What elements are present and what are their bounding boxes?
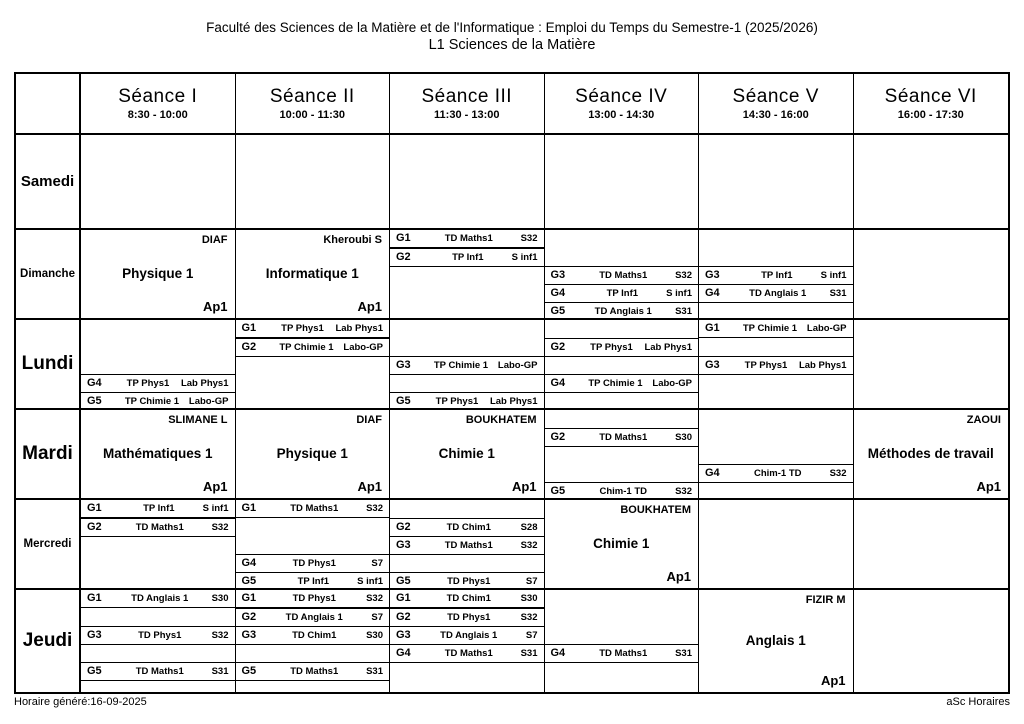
lecture-entry [854, 410, 1009, 498]
lecture-subject: Anglais 1 [745, 632, 806, 648]
lecture-subject: Physique 1 [276, 445, 348, 461]
group-room: Lab Phys1 [335, 322, 383, 334]
seance-name: Séance II [269, 86, 355, 107]
cell-mercredi-seance-2 [236, 500, 391, 590]
group-label: G4 [241, 557, 257, 569]
cell-mardi-seance-6 [854, 410, 1009, 500]
group-label: G2 [241, 611, 257, 623]
group-label: G3 [87, 629, 102, 641]
group-entry-g1 [81, 500, 235, 518]
group-subject: TD Chim1 [446, 521, 491, 533]
seance-time: 14:30 - 16:00 [742, 109, 809, 121]
group-subject: TP Phys1 [281, 322, 324, 334]
group-subject: TD Maths1 [135, 665, 184, 677]
lecture-teacher: DIAF [201, 234, 228, 246]
group-room: S30 [211, 592, 229, 604]
page-subtitle: L1 Sciences de la Matière [428, 37, 596, 53]
group-room: Lab Phys1 [180, 377, 229, 389]
group-room: S inf1 [357, 575, 383, 587]
group-entry-g5 [545, 302, 699, 320]
group-room: Labo-GP [652, 377, 692, 389]
group-room: S inf1 [511, 251, 538, 263]
group-entry-g5 [236, 662, 390, 681]
group-subject: TD Maths1 [599, 647, 648, 659]
cell-lundi-seance-3 [390, 320, 545, 410]
group-label: G1 [241, 592, 257, 604]
cell-dimanche-seance-6 [854, 230, 1009, 320]
group-entry-g2 [81, 518, 235, 537]
group-subject: TP Chimie 1 [279, 341, 334, 353]
group-entry-g3 [699, 266, 853, 285]
group-subject: TD Phys1 [292, 557, 336, 569]
group-entry-g1 [236, 590, 390, 608]
lecture-entry [390, 410, 544, 498]
group-subject: TD Maths1 [135, 521, 184, 533]
group-room: S31 [675, 305, 692, 317]
group-entry-g1 [81, 590, 235, 608]
seance-time: 11:30 - 13:00 [434, 109, 500, 121]
cell-samedi-seance-6 [854, 135, 1009, 230]
group-entry-g3 [390, 536, 544, 555]
cell-dimanche-seance-1 [81, 230, 236, 320]
group-entry-g3 [699, 356, 853, 375]
group-entry-g3 [390, 626, 544, 645]
group-room: Labo-GP [806, 322, 847, 334]
group-subject: TD Maths1 [290, 502, 339, 514]
group-label: G2 [396, 521, 411, 533]
lecture-room: Ap1 [202, 299, 228, 315]
group-room: S inf1 [666, 287, 692, 299]
group-label: G3 [705, 269, 720, 281]
group-subject: TP Chimie 1 [124, 395, 180, 407]
seance-header-seance-iii [390, 74, 545, 135]
group-label: G4 [550, 287, 566, 299]
group-room: S7 [525, 629, 538, 641]
group-label: G1 [705, 322, 720, 334]
group-subject: TD Anglais 1 [285, 611, 343, 623]
group-entry-g5 [81, 662, 235, 681]
cell-lundi-seance-5 [699, 320, 854, 410]
group-room: S inf1 [202, 502, 229, 514]
group-entry-g4 [390, 644, 544, 663]
group-subject: TP Inf1 [452, 251, 484, 263]
cell-jeudi-seance-3 [390, 590, 545, 692]
group-entry-g4 [699, 464, 853, 483]
cell-mardi-seance-2 [236, 410, 391, 500]
group-label: G5 [241, 665, 257, 677]
group-subject: TD Anglais 1 [131, 592, 189, 604]
cell-mardi-seance-1 [81, 410, 236, 500]
group-room: S7 [525, 575, 538, 587]
lecture-entry [545, 500, 699, 588]
group-label: G2 [396, 251, 411, 263]
lecture-subject: Informatique 1 [265, 265, 359, 281]
group-label: G3 [550, 269, 566, 281]
group-entry-g3 [236, 626, 390, 645]
group-subject: TP Inf1 [606, 287, 639, 299]
seance-name: Séance III [421, 86, 513, 107]
cell-jeudi-seance-2 [236, 590, 391, 692]
group-room: S32 [829, 467, 847, 479]
group-subject: TD Maths1 [444, 539, 493, 551]
lecture-room: Ap1 [820, 673, 846, 689]
group-room: S32 [520, 232, 538, 244]
group-room: S31 [366, 665, 383, 677]
group-entry-g4 [81, 374, 235, 393]
group-room: S31 [675, 647, 692, 659]
lecture-room: Ap1 [202, 479, 228, 495]
group-subject: TP Phys1 [126, 377, 170, 389]
group-room: S32 [520, 539, 538, 551]
seance-name: Séance V [732, 86, 819, 107]
footer-generated-date: Horaire généré:16-09-2025 [14, 696, 147, 708]
group-entry-g3 [390, 356, 544, 375]
seance-header-seance-vi [854, 74, 1009, 135]
group-label: G2 [241, 341, 257, 353]
group-room: S7 [371, 611, 383, 623]
lecture-entry [236, 410, 390, 498]
group-subject: TD Phys1 [447, 611, 491, 623]
group-entry-g1 [390, 230, 544, 248]
cell-samedi-seance-4 [545, 135, 700, 230]
group-entry-g2 [545, 428, 699, 447]
group-subject: TP Chimie 1 [742, 322, 798, 334]
group-entry-g5 [545, 482, 699, 500]
seance-header-seance-v [699, 74, 854, 135]
group-subject: TP Inf1 [143, 502, 175, 514]
group-room: S32 [675, 269, 692, 281]
cell-dimanche-seance-4 [545, 230, 700, 320]
cell-samedi-seance-2 [236, 135, 391, 230]
lecture-subject: Mathématiques 1 [102, 445, 213, 461]
group-room: S32 [366, 502, 383, 514]
group-subject: Chim-1 TD [754, 467, 802, 479]
group-subject: TP Inf1 [297, 575, 330, 587]
lecture-teacher: ZAOUI [966, 414, 1001, 426]
group-subject: TD Maths1 [599, 269, 648, 281]
group-label: G4 [396, 647, 411, 659]
cell-lundi-seance-6 [854, 320, 1009, 410]
page-title: Faculté des Sciences de la Matière et de l'Informatique : Emploi du Temps du Semestre-1 (2025/2026) [206, 20, 818, 35]
cell-mercredi-seance-1 [81, 500, 236, 590]
cell-jeudi-seance-6 [854, 590, 1009, 692]
cell-jeudi-seance-5 [699, 590, 854, 692]
seance-time: 8:30 - 10:00 [127, 109, 188, 121]
group-subject: TP Chimie 1 [588, 377, 643, 389]
group-label: G5 [87, 395, 102, 407]
group-room: S32 [366, 592, 383, 604]
group-label: G3 [705, 359, 720, 371]
group-label: G4 [705, 467, 720, 479]
day-label-lundi: Lundi [16, 320, 81, 410]
group-room: S30 [366, 629, 383, 641]
cell-lundi-seance-1 [81, 320, 236, 410]
group-label: G1 [87, 592, 102, 604]
seance-name: Séance I [118, 86, 198, 107]
lecture-entry [236, 230, 390, 318]
group-room: Labo-GP [343, 341, 383, 353]
group-subject: TD Phys1 [138, 629, 182, 641]
seance-name: Séance VI [884, 86, 977, 107]
lecture-teacher: SLIMANE L [168, 414, 228, 426]
seance-header-seance-ii [236, 74, 391, 135]
lecture-subject: Chimie 1 [438, 445, 495, 461]
lecture-entry [699, 590, 853, 692]
group-label: G5 [87, 665, 102, 677]
group-subject: TP Phys1 [744, 359, 788, 371]
day-label-mardi: Mardi [16, 410, 81, 500]
group-entry-g4 [545, 284, 699, 303]
group-room: S32 [211, 521, 229, 533]
group-room: S32 [675, 485, 692, 497]
group-label: G1 [241, 502, 257, 514]
seance-header-seance-iv [545, 74, 700, 135]
group-entry-g5 [236, 572, 390, 590]
lecture-subject: Chimie 1 [593, 535, 650, 551]
group-label: G2 [396, 611, 411, 623]
group-label: G3 [396, 359, 411, 371]
group-entry-g1 [699, 320, 853, 338]
group-subject: TD Chim1 [446, 592, 491, 604]
group-label: G1 [396, 592, 411, 604]
group-label: G2 [550, 431, 566, 443]
cell-jeudi-seance-1 [81, 590, 236, 692]
group-subject: TP Phys1 [590, 341, 633, 353]
cell-mercredi-seance-3 [390, 500, 545, 590]
group-label: G3 [396, 539, 411, 551]
group-label: G3 [396, 629, 411, 641]
lecture-entry [81, 230, 235, 318]
group-room: S32 [211, 629, 229, 641]
group-entry-g2 [390, 608, 544, 627]
cell-dimanche-seance-5 [699, 230, 854, 320]
group-label: G4 [705, 287, 720, 299]
cell-dimanche-seance-2 [236, 230, 391, 320]
group-entry-g5 [390, 572, 544, 590]
lecture-teacher: BOUKHATEM [620, 504, 691, 516]
lecture-room: Ap1 [976, 479, 1001, 495]
group-subject: TD Chim1 [292, 629, 337, 641]
group-label: G3 [241, 629, 257, 641]
group-room: S31 [211, 665, 229, 677]
group-entry-g5 [390, 392, 544, 410]
group-label: G4 [550, 377, 566, 389]
cell-mardi-seance-5 [699, 410, 854, 500]
group-entry-g2 [390, 518, 544, 537]
group-subject: TD Maths1 [444, 232, 493, 244]
cell-lundi-seance-4 [545, 320, 700, 410]
group-subject: TD Anglais 1 [749, 287, 807, 299]
group-entry-g4 [699, 284, 853, 303]
lecture-entry [81, 410, 235, 498]
group-room: Lab Phys1 [798, 359, 847, 371]
group-subject: TP Inf1 [761, 269, 793, 281]
group-entry-g1 [390, 590, 544, 608]
group-subject: TD Anglais 1 [594, 305, 652, 317]
cell-jeudi-seance-4 [545, 590, 700, 692]
group-room: S31 [829, 287, 847, 299]
group-label: G4 [550, 647, 566, 659]
group-room: S28 [520, 521, 538, 533]
group-label: G5 [396, 575, 411, 587]
group-room: S30 [675, 431, 692, 443]
seance-header-seance-i [81, 74, 236, 135]
group-entry-g3 [545, 266, 699, 285]
group-room: Labo-GP [497, 359, 538, 371]
cell-samedi-seance-1 [81, 135, 236, 230]
lecture-subject: Physique 1 [122, 265, 194, 281]
group-entry-g1 [236, 320, 390, 338]
cell-mercredi-seance-5 [699, 500, 854, 590]
group-room: S7 [371, 557, 383, 569]
footer-app-name: aSc Horaires [946, 696, 1010, 708]
seance-name: Séance IV [575, 86, 668, 107]
group-subject: TD Maths1 [290, 665, 339, 677]
group-entry-g2 [236, 608, 390, 627]
lecture-subject: Méthodes de travail [867, 445, 994, 461]
group-entry-g3 [81, 626, 235, 645]
cell-mardi-seance-4 [545, 410, 700, 500]
day-label-jeudi: Jeudi [16, 590, 81, 692]
group-label: G1 [87, 502, 102, 514]
group-room: S31 [520, 647, 538, 659]
day-label-samedi: Samedi [16, 135, 81, 230]
cell-lundi-seance-2 [236, 320, 391, 410]
seance-time: 13:00 - 14:30 [588, 109, 655, 121]
lecture-room: Ap1 [357, 479, 382, 495]
group-subject: TD Maths1 [444, 647, 493, 659]
seance-time: 16:00 - 17:30 [897, 109, 964, 121]
seance-time: 10:00 - 11:30 [279, 109, 345, 121]
group-label: G5 [241, 575, 257, 587]
cell-dimanche-seance-3 [390, 230, 545, 320]
group-room: Lab Phys1 [644, 341, 692, 353]
group-label: G1 [241, 322, 257, 334]
group-subject: TD Maths1 [599, 431, 648, 443]
group-label: G4 [87, 377, 102, 389]
group-entry-g1 [236, 500, 390, 518]
group-room: S inf1 [820, 269, 847, 281]
lecture-room: Ap1 [357, 299, 382, 315]
group-subject: Chim-1 TD [599, 485, 647, 497]
group-subject: TP Phys1 [435, 395, 479, 407]
lecture-teacher: DIAF [356, 414, 382, 426]
group-subject: TD Anglais 1 [440, 629, 498, 641]
group-entry-g2 [236, 338, 390, 357]
group-label: G5 [550, 485, 566, 497]
group-label: G1 [396, 232, 411, 244]
lecture-teacher: Kheroubi S [323, 234, 382, 246]
group-entry-g4 [545, 644, 699, 663]
group-label: G2 [550, 341, 566, 353]
group-label: G2 [87, 521, 102, 533]
group-subject: TP Chimie 1 [433, 359, 489, 371]
group-room: Labo-GP [188, 395, 229, 407]
group-entry-g2 [390, 248, 544, 267]
group-room: Lab Phys1 [489, 395, 538, 407]
group-entry-g5 [81, 392, 235, 410]
day-label-dimanche: Dimanche [16, 230, 81, 320]
cell-samedi-seance-5 [699, 135, 854, 230]
group-entry-g2 [545, 338, 699, 357]
corner-cell [16, 74, 81, 135]
group-entry-g4 [236, 554, 390, 573]
lecture-room: Ap1 [511, 479, 537, 495]
group-subject: TD Phys1 [292, 592, 336, 604]
cell-samedi-seance-3 [390, 135, 545, 230]
lecture-teacher: BOUKHATEM [465, 414, 537, 426]
cell-mardi-seance-3 [390, 410, 545, 500]
group-label: G5 [550, 305, 566, 317]
lecture-teacher: FIZIR M [805, 594, 846, 606]
timetable-grid [14, 72, 1010, 694]
group-subject: TD Phys1 [447, 575, 491, 587]
cell-mercredi-seance-4 [545, 500, 700, 590]
group-room: S30 [520, 592, 538, 604]
group-label: G5 [396, 395, 411, 407]
group-entry-g4 [545, 374, 699, 393]
lecture-room: Ap1 [666, 569, 691, 585]
cell-mercredi-seance-6 [854, 500, 1009, 590]
day-label-mercredi: Mercredi [16, 500, 81, 590]
group-room: S32 [520, 611, 538, 623]
